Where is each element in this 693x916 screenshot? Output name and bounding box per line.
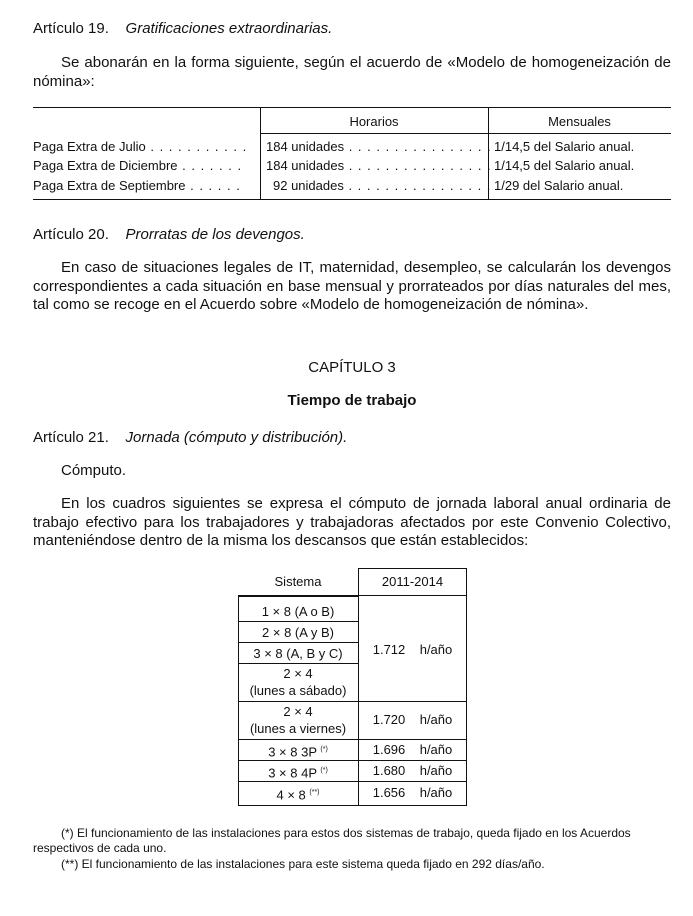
jornada-header-sistema: Sistema bbox=[274, 574, 322, 589]
jornada-header-years: 2011-2014 bbox=[381, 574, 444, 589]
pay-table-bottom-rule bbox=[33, 199, 671, 200]
art21-subheading: Cómputo. bbox=[61, 462, 127, 479]
footnote-1: (*) El funcionamiento de las instalaciones para estos dos sistemas de trabajo, queda fijado en los Acuerdos respectivos de cada uno. bbox=[33, 826, 631, 855]
pay-table-row-mensuales: 1/14,5 del Salario anual. bbox=[494, 158, 635, 173]
jornada-row-divider bbox=[238, 663, 358, 664]
jornada-value: 1.696 h/año bbox=[372, 742, 453, 757]
pay-table-row-mensuales: 1/29 del Salario anual. bbox=[494, 178, 624, 193]
art21-title: Jornada (cómputo y distribución). bbox=[125, 429, 348, 446]
pay-table-row-horarios: 184 unidades . . . . . . . . . . . . . . . . bbox=[266, 139, 492, 154]
jornada-system: 2 × 4 bbox=[283, 704, 313, 719]
pay-table-row-horarios: 184 unidades . . . . . . . . . . . . . . . . bbox=[266, 158, 492, 173]
pay-table-row-label: Paga Extra de Julio . . . . . . . . . . . bbox=[33, 139, 248, 154]
pay-table-header-rule bbox=[260, 133, 671, 134]
jornada-value: 1.656 h/año bbox=[372, 785, 453, 800]
jornada-value: 1.720 h/año bbox=[372, 712, 453, 727]
pay-table-header-horarios: Horarios bbox=[349, 114, 399, 129]
art20-text: En caso de situaciones legales de IT, maternidad, desempleo, se calcularán los devengos correspondientes a cada situación en base mensual y prorrateados por días naturales del mes, tal como se recoge en el Acuerdo sobre «Modelo de homogeneización de nómina». bbox=[33, 259, 671, 313]
pay-table-header-mensuales: Mensuales bbox=[548, 114, 611, 129]
pay-table-row-label: Paga Extra de Diciembre . . . . . . . bbox=[33, 158, 243, 173]
pay-table-row-label: Paga Extra de Septiembre . . . . . . bbox=[33, 178, 241, 193]
art20-number: Artículo 20. bbox=[33, 226, 109, 243]
jornada-system: 2 × 8 (A y B) bbox=[262, 625, 334, 640]
art20-heading bbox=[33, 226, 305, 244]
footnote-mark: (*) bbox=[320, 746, 328, 753]
art19-number: Artículo 19. bbox=[33, 20, 109, 37]
art19-heading bbox=[33, 20, 332, 38]
pay-table-row-horarios: 92 unidades . . . . . . . . . . . . . . . . bbox=[273, 178, 492, 193]
footnote-mark: (*) bbox=[320, 767, 328, 774]
jornada-system: 4 × 8 (**) bbox=[276, 787, 320, 803]
footnote-2: (**) El funcionamiento de las instalaciones para este sistema queda fijado en 292 días/año. bbox=[61, 857, 545, 871]
chapter-title: Tiempo de trabajo bbox=[287, 392, 417, 409]
jornada-system: 3 × 8 (A, B y C) bbox=[253, 646, 343, 661]
pay-table-row-mensuales: 1/14,5 del Salario anual. bbox=[494, 139, 635, 154]
jornada-system: 3 × 8 3P (*) bbox=[268, 744, 328, 760]
jornada-row-divider bbox=[238, 642, 358, 643]
art20-title: Prorratas de los devengos. bbox=[125, 226, 305, 243]
art21-text: En los cuadros siguientes se expresa el cómputo de jornada laboral anual ordinaria de trabajo efectivo para los trabajadores y trabajadoras afectados por este Convenio Colectivo, manteniéndose dentro de la misma los descansos que están establecidos: bbox=[33, 495, 671, 549]
art19-text: Se abonarán en la forma siguiente, según el acuerdo de «Modelo de homogeneización de nómina»: bbox=[33, 54, 671, 90]
jornada-table bbox=[238, 568, 467, 806]
art21-heading bbox=[33, 429, 347, 447]
pay-table-top-rule bbox=[33, 107, 671, 108]
jornada-system: 1 × 8 (A o B) bbox=[261, 604, 335, 619]
jornada-row-divider bbox=[238, 621, 358, 622]
jornada-system: (lunes a viernes) bbox=[249, 721, 347, 736]
art21-number: Artículo 21. bbox=[33, 429, 109, 446]
art19-title: Gratificaciones extraordinarias. bbox=[125, 20, 333, 37]
jornada-system: 3 × 8 4P (*) bbox=[268, 765, 328, 781]
jornada-value: 1.680 h/año bbox=[372, 763, 453, 778]
jornada-value: 1.712 h/año bbox=[372, 642, 453, 657]
footnote-mark: (**) bbox=[309, 789, 320, 796]
jornada-system: (lunes a sábado) bbox=[249, 683, 347, 698]
chapter-heading: CAPÍTULO 3 bbox=[308, 359, 396, 376]
jornada-system: 2 × 4 bbox=[283, 666, 313, 681]
